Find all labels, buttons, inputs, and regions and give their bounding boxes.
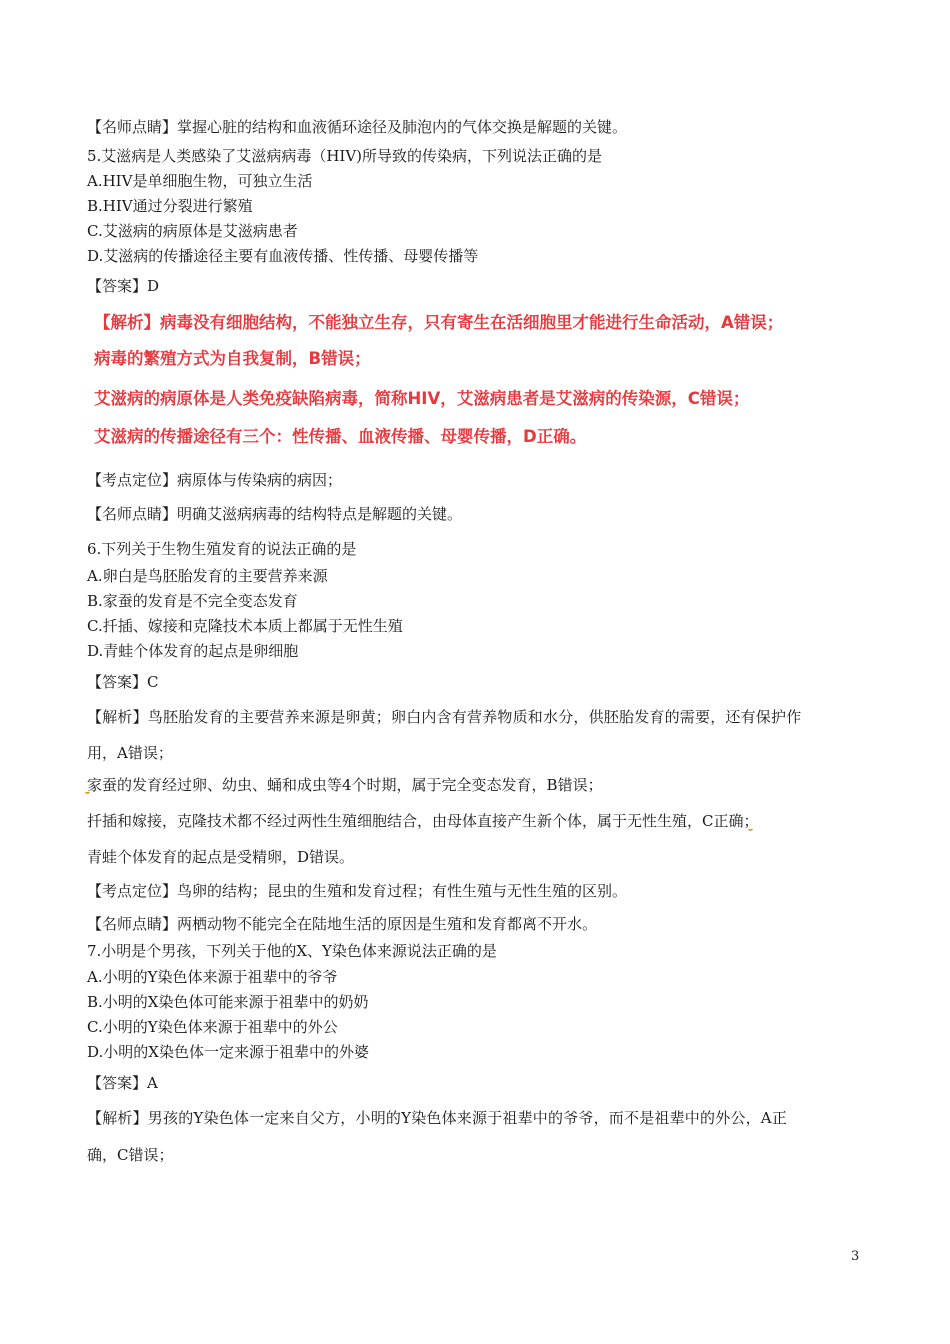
question-7-analysis-line-1: 【解析】男孩的Y染色体一定来自父方，小明的Y染色体来源于祖辈中的爷爷，而不是祖辈中的外公，A正 (87, 1109, 788, 1127)
question-6-stem: 6.下列关于生物生殖发育的说法正确的是 (87, 540, 357, 558)
question-6-option-c: C.扦插、嫁接和克隆技术本质上都属于无性生殖 (87, 617, 403, 635)
question-7-answer: 【答案】A (87, 1074, 158, 1092)
question-5-analysis-line-3: 艾滋病的病原体是人类免疫缺陷病毒，简称HIV，艾滋病患者是艾滋病的传染源，C错误； (94, 389, 750, 408)
question-5-option-d: D.艾滋病的传播途径主要有血液传播、性传播、母婴传播等 (87, 247, 479, 265)
question-5-master-tip: 【名师点睛】明确艾滋病病毒的结构特点是解题的关键。 (87, 505, 463, 523)
question-7-stem: 7.小明是个男孩，下列关于他的X、Y染色体来源说法正确的是 (87, 942, 497, 960)
question-6-analysis-line-3: 家蚕的发育经过卵、幼虫、蛹和成虫等4个时期，属于完全变态发育，B错误； (87, 776, 603, 794)
question-7-option-d: D.小明的X染色体一定来源于祖辈中的外婆 (87, 1043, 369, 1061)
question-7-option-a: A.小明的Y染色体来源于祖辈中的爷爷 (87, 968, 338, 986)
page-number: 3 (851, 1249, 860, 1264)
question-5-analysis-line-4: 艾滋病的传播途径有三个：性传播、血液传播、母婴传播，D正确。 (94, 427, 587, 446)
question-5-option-b: B.HIV通过分裂进行繁殖 (87, 197, 253, 215)
question-6-exam-point: 【考点定位】鸟卵的结构；昆虫的生殖和发育过程；有性生殖与无性生殖的区别。 (87, 882, 628, 900)
question-5-analysis-line-1: 【解析】病毒没有细胞结构，不能独立生存，只有寄生在活细胞里才能进行生命活动，A错误； (94, 313, 784, 332)
edit-mark (748, 826, 753, 831)
question-5-analysis-line-2: 病毒的繁殖方式为自我复制，B错误； (94, 349, 371, 368)
question-6-analysis-line-4: 扦插和嫁接，克隆技术都不经过两性生殖细胞结合，由母体直接产生新个体，属于无性生殖，C正确； (87, 812, 759, 830)
question-6-option-d: D.青蛙个体发育的起点是卵细胞 (87, 642, 299, 660)
question-7-option-c: C.小明的Y染色体来源于祖辈中的外公 (87, 1018, 338, 1036)
question-6-option-a: A.卵白是鸟胚胎发育的主要营养来源 (87, 567, 328, 585)
question-5-stem: 5.艾滋病是人类感染了艾滋病病毒（HIV)所导致的传染病，下列说法正确的是 (87, 147, 603, 165)
question-6-master-tip: 【名师点睛】两栖动物不能完全在陆地生活的原因是生殖和发育都离不开水。 (87, 915, 598, 933)
edit-mark (85, 789, 90, 794)
question-6-analysis-line-1: 【解析】鸟胚胎发育的主要营养来源是卵黄；卵白内含有营养物质和水分，供胚胎发育的需要，还有保护作 (87, 708, 802, 726)
question-6-option-b: B.家蚕的发育是不完全变态发育 (87, 592, 298, 610)
question-6-analysis-line-2: 用，A错误； (87, 744, 173, 762)
question-5-exam-point: 【考点定位】病原体与传染病的病因； (87, 471, 343, 489)
question-5-option-a: A.HIV是单细胞生物，可独立生活 (87, 172, 313, 190)
master-tip-q4: 【名师点睛】掌握心脏的结构和血液循环途径及肺泡内的气体交换是解题的关键。 (87, 118, 628, 136)
question-7-option-b: B.小明的X染色体可能来源于祖辈中的奶奶 (87, 993, 369, 1011)
question-6-analysis-line-5: 青蛙个体发育的起点是受精卵，D错误。 (87, 848, 355, 866)
question-7-analysis-line-2: 确，C错误； (87, 1146, 174, 1164)
question-6-answer: 【答案】C (87, 673, 159, 691)
question-5-option-c: C.艾滋病的病原体是艾滋病患者 (87, 222, 298, 240)
question-5-answer: 【答案】D (87, 277, 160, 295)
